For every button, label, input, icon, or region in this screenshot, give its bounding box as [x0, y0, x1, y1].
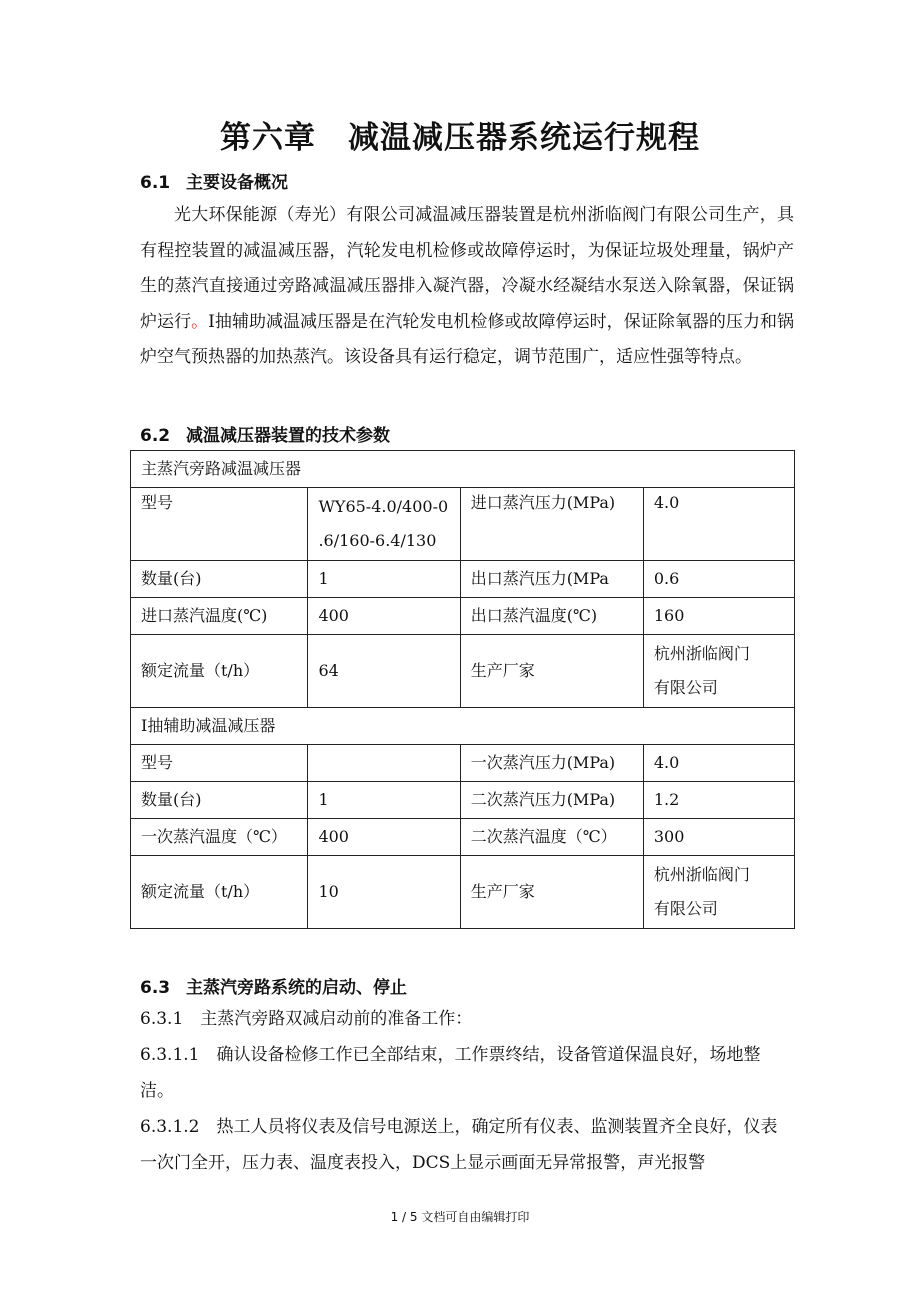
cell-value: 1: [308, 782, 460, 819]
intro-text-1: 光大环保能源（寿光）有限公司减温减压器装置是杭州浙临阀门有限公司生产，具有程控装置的减温减压器，汽轮发电机检修或故障停运时，为保证垃圾处理量，锅炉产生的蒸汽直接通过旁路减温减压器排入凝汽器，冷凝水经凝结水泵送入除氧器，保证锅炉运行: [140, 205, 794, 332]
cell-label: 出口蒸汽压力(MPa: [460, 561, 643, 598]
group-title: 主蒸汽旁路减温减压器: [131, 451, 795, 488]
cell-value: 400: [308, 598, 460, 635]
section-6-2-heading: [140, 421, 390, 446]
intro-paragraph: [140, 198, 794, 376]
cell-value: 400: [308, 819, 460, 856]
table-row: [131, 561, 795, 598]
cell-label: 额定流量（t/h）: [131, 635, 308, 708]
cell-value: [643, 856, 794, 929]
page-footer: 1 / 5 文档可自由编辑打印: [390, 1210, 530, 1224]
model-line-1: WY65-4.0/400-0: [318, 497, 449, 516]
table-group-header: [131, 451, 795, 488]
group-title: Ⅰ抽辅助减温减压器: [131, 708, 795, 745]
cell-label: 型号: [131, 745, 308, 782]
intro-text-2: Ⅰ抽辅助减温减压器是在汽轮发电机检修或故障停运时，保证除氧器的压力和锅炉空气预热器的加热蒸汽。该设备具有运行稳定，调节范围广，适应性强等特点。: [140, 311, 795, 367]
cell-label: 型号: [131, 488, 308, 561]
cell-label: 额定流量（t/h）: [131, 856, 308, 929]
table-group-header: [131, 708, 795, 745]
cell-label: 数量(台): [131, 782, 308, 819]
spec-table: [130, 450, 795, 929]
cell-value: 4.0: [643, 488, 794, 561]
section-number: 6.3: [140, 978, 171, 998]
table-row: [131, 782, 795, 819]
manufacturer-line-2: 有限公司: [653, 899, 718, 918]
section-title: 主要设备概况: [186, 173, 288, 193]
section-title: 主蒸汽旁路系统的启动、停止: [186, 978, 407, 998]
cell-value: 1: [308, 561, 460, 598]
cell-label: 进口蒸汽压力(MPa): [460, 488, 643, 561]
cell-value: 1.2: [643, 782, 794, 819]
intro-red-mark: 。: [191, 311, 209, 332]
table-row: [131, 745, 795, 782]
paragraph-6-3-1-1: 6.3.1.1 确认设备检修工作已全部结束，工作票终结，设备管道保温良好，场地整洁。: [140, 1045, 761, 1101]
cell-value: [308, 745, 460, 782]
paragraph-6-3-1-2: 6.3.1.2 热工人员将仪表及信号电源送上，确定所有仪表、监测装置齐全良好，仪表一次门全开，压力表、温度表投入，DCS上显示画面无异常报警，声光报警: [140, 1117, 778, 1173]
paragraph-6-3-1: 6.3.1 主蒸汽旁路双减启动前的准备工作：: [140, 1009, 473, 1029]
cell-label: 一次蒸汽温度（℃）: [131, 819, 308, 856]
manufacturer-line-2: 有限公司: [653, 678, 718, 697]
cell-label: 出口蒸汽温度(℃): [460, 598, 643, 635]
table-row: [131, 598, 795, 635]
section-number: 6.1: [140, 173, 171, 193]
cell-value: [308, 488, 460, 561]
table-row: [131, 856, 795, 929]
cell-label: 生产厂家: [460, 635, 643, 708]
table-row: [131, 635, 795, 708]
cell-value: 160: [643, 598, 794, 635]
cell-value: [643, 635, 794, 708]
cell-value: 10: [308, 856, 460, 929]
cell-label: 一次蒸汽压力(MPa): [460, 745, 643, 782]
section-number: 6.2: [140, 426, 171, 446]
cell-value: 64: [308, 635, 460, 708]
cell-label: 二次蒸汽压力(MPa): [460, 782, 643, 819]
cell-value: 4.0: [643, 745, 794, 782]
cell-label: 数量(台): [131, 561, 308, 598]
table-row: [131, 819, 795, 856]
cell-value: 300: [643, 819, 794, 856]
manufacturer-line-1: 杭州浙临阀门: [653, 644, 750, 663]
table-row: [131, 488, 795, 561]
manufacturer-line-1: 杭州浙临阀门: [653, 865, 750, 884]
section-6-3-heading: [140, 973, 407, 998]
section-title: 减温减压器装置的技术参数: [186, 426, 390, 446]
cell-label: 生产厂家: [460, 856, 643, 929]
cell-label: 进口蒸汽温度(℃): [131, 598, 308, 635]
section-6-1-heading: [140, 168, 288, 193]
cell-label: 二次蒸汽温度（℃）: [460, 819, 643, 856]
chapter-title: 第六章 减温减压器系统运行规程: [220, 120, 700, 156]
model-line-2: .6/160-6.4/130: [318, 531, 437, 550]
cell-value: 0.6: [643, 561, 794, 598]
